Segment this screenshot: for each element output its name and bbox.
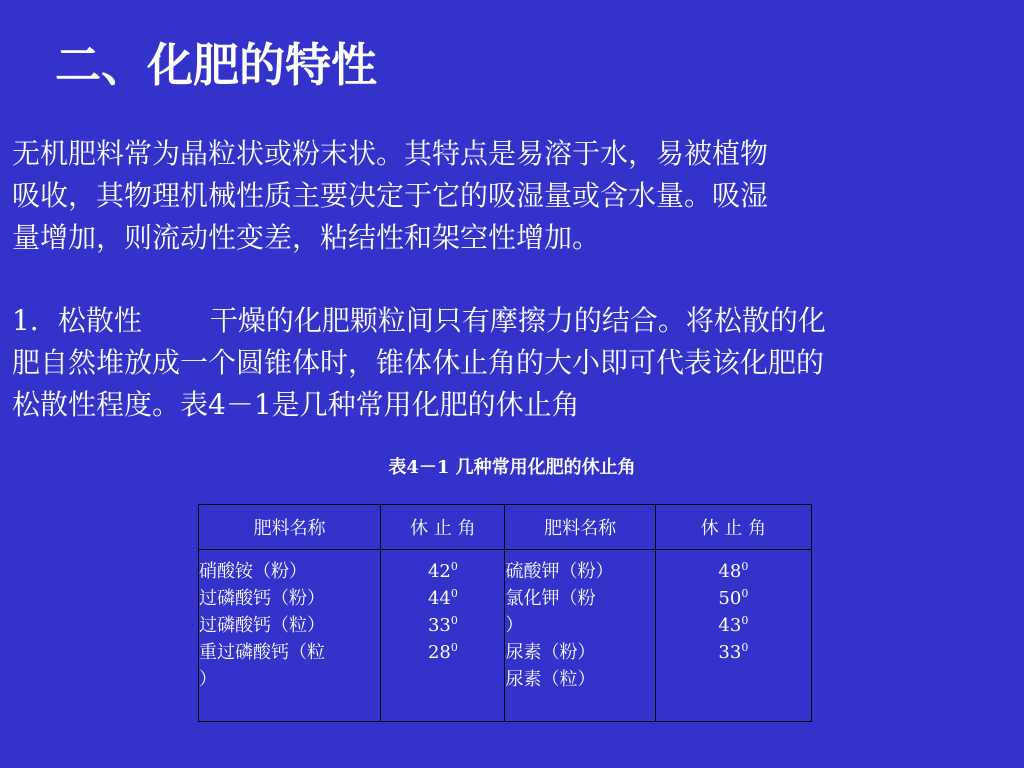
angle-value: $28^0$ <box>427 641 458 663</box>
angle-of-repose-table <box>198 504 812 722</box>
fertilizer-name: 尿素（粒） <box>505 669 596 690</box>
right-angle-values <box>655 550 811 722</box>
left-angle-values <box>381 550 505 722</box>
fertilizer-name: 过磷酸钙（粒） <box>199 615 325 636</box>
looseness-line: 松散性程度。表4－1是几种常用化肥的休止角 <box>12 388 580 421</box>
fertilizer-name: ） <box>505 615 524 636</box>
angle-value: $48^0$ <box>718 560 749 582</box>
angle-value: $42^0$ <box>427 560 458 582</box>
angle-value: $33^0$ <box>427 614 458 636</box>
degree-mark: 0 <box>741 587 749 600</box>
degree-mark: 0 <box>450 587 458 600</box>
angle-value: $43^0$ <box>718 614 749 636</box>
degree-mark: 0 <box>450 641 458 654</box>
column-header: 肥料名称 <box>199 505 381 550</box>
intro-line: 吸收，其物理机械性质主要决定于它的吸湿量或含水量。吸湿 <box>12 179 769 212</box>
degree-mark: 0 <box>450 614 458 627</box>
intro-line: 无机肥料常为晶粒状或粉末状。其特点是易溶于水，易被植物 <box>12 137 769 170</box>
intro-line: 量增加，则流动性变差，粘结性和架空性增加。 <box>12 221 601 254</box>
angle-value: $33^0$ <box>718 641 749 663</box>
looseness-first-line <box>12 300 1012 342</box>
column-header: 休 止 角 <box>381 505 505 550</box>
fertilizer-name: 硫酸钾（粉） <box>505 561 614 582</box>
fertilizer-name: ） <box>199 669 217 690</box>
looseness-line: 肥自然堆放成一个圆锥体时，锥体休止角的大小即可代表该化肥的 <box>12 346 825 379</box>
fertilizer-name: 过磷酸钙（粉） <box>199 588 325 609</box>
table-caption: 表4－1 几种常用化肥的休止角 <box>388 457 636 478</box>
degree-mark: 0 <box>741 560 749 573</box>
angle-value: $44^0$ <box>427 587 458 609</box>
fertilizer-name: 重过磷酸钙（粒 <box>199 642 325 663</box>
fertilizer-name: 硝酸铵（粉） <box>199 561 307 582</box>
looseness-line: 干燥的化肥颗粒间只有摩擦力的结合。将松散的化 <box>209 304 826 337</box>
column-header: 肥料名称 <box>505 505 655 550</box>
left-fertilizer-names <box>199 550 381 722</box>
degree-mark: 0 <box>741 641 749 654</box>
fertilizer-name: 氯化钾（粉 <box>505 588 596 609</box>
right-fertilizer-names <box>505 550 655 722</box>
fertilizer-name: 尿素（粉） <box>505 642 596 663</box>
slide-title: 二、化肥的特性 <box>55 38 377 92</box>
degree-mark: 0 <box>741 614 749 627</box>
section-heading: 1．松散性 <box>12 304 142 337</box>
degree-mark: 0 <box>450 560 458 573</box>
angle-value: $50^0$ <box>718 587 749 609</box>
table-header-row <box>199 505 812 550</box>
looseness-paragraph <box>12 300 1012 426</box>
column-header: 休 止 角 <box>655 505 811 550</box>
intro-paragraph <box>12 133 947 259</box>
table-row <box>199 550 812 722</box>
